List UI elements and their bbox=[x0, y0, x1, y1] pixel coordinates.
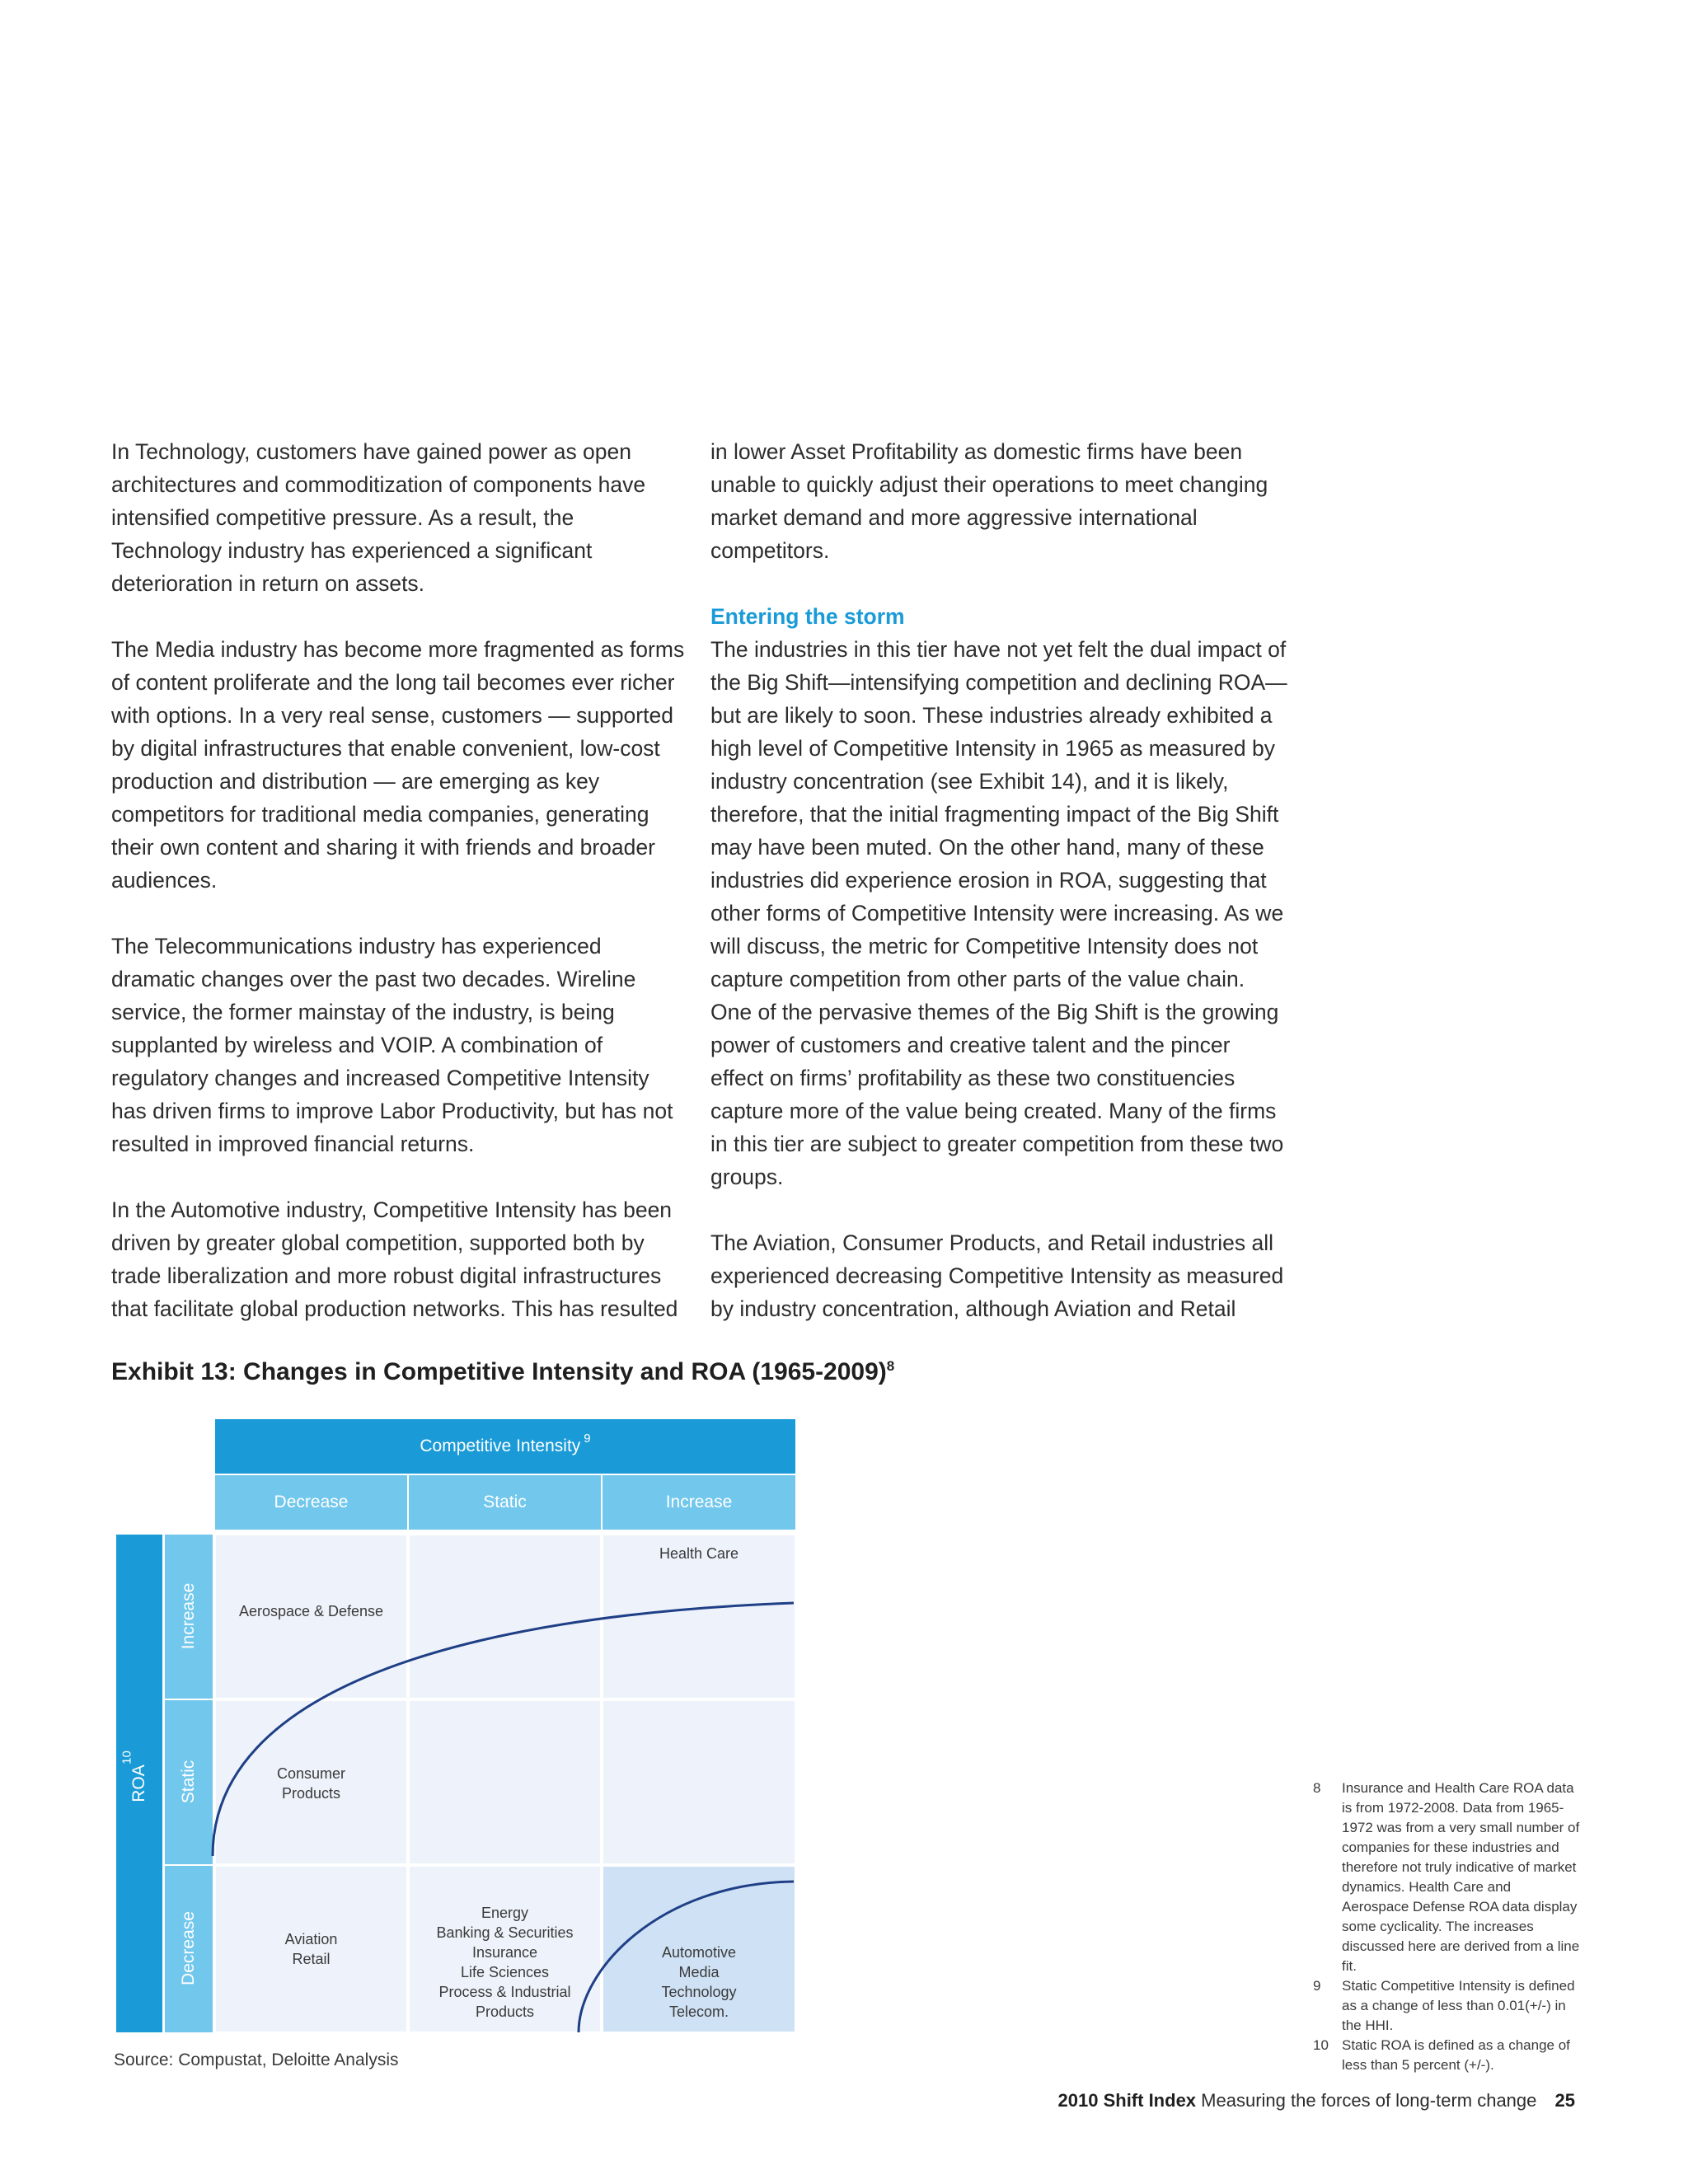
running-footer bbox=[1058, 2090, 1575, 2111]
cell-roa-increase-ci-decrease: Aerospace & Defense bbox=[215, 1535, 407, 1699]
column-label-static: Static bbox=[409, 1475, 601, 1530]
upper-tier-curve bbox=[213, 1603, 794, 1856]
paragraph: The Media industry has become more fragmented as forms of content proliferate and the long tail becomes ever richer with options. In a very real sense, customers — supported by digital infrastructures that enable convenient, low-cost production and distribution — are emerging as key competitors for traditional media companies, generating their own content and sharing it with friends and broader audiences. bbox=[111, 637, 685, 893]
cell-roa-decrease-ci-static: Energy Banking & Securities Insurance Life Sciences Process & Industrial Products bbox=[409, 1866, 601, 2032]
cell-roa-static-ci-decrease: Consumer Products bbox=[215, 1700, 407, 1864]
column-label-decrease: Decrease bbox=[215, 1475, 407, 1530]
column-axis-header: Competitive Intensity 9 bbox=[215, 1419, 795, 1474]
publication-title: 2010 Shift Index bbox=[1057, 2090, 1197, 2111]
row-label-increase: Increase bbox=[179, 1582, 198, 1650]
cell-roa-decrease-ci-decrease: Aviation Retail bbox=[215, 1866, 407, 2032]
page-number: 25 bbox=[1554, 2090, 1575, 2111]
row-label-decrease: Decrease bbox=[179, 1911, 198, 1985]
footnote-10: 10 Static ROA is defined as a change of less than 5 percent (+/-). bbox=[1313, 2037, 1570, 2073]
paragraph: The industries in this tier have not yet felt the dual impact of the Big Shift—intensifying competition and declining ROA—but are likely to soon. These industries already exhibited a high level of Competitive Intensity in 1965 as measured by industry concentration (see Exhibit 14), and it is likely, therefore, that the initial fragmenting impact of the Big Shift may have been muted. On the other hand, many of these industries did experience erosion in ROA, suggesting that other forms of Competitive Intensity were increasing. As we will discuss, the metric for Competitive Intensity does not capture competition from other parts of the value chain. One of the pervasive themes of the Big Shift is the growing power of customers and creative talent and the pincer effect on firms’ profitability as these two constituencies capture more of the value being created. Many of the firms in this tier are subject to greater competition from these two groups. bbox=[710, 637, 1287, 1189]
section-heading: Entering the storm bbox=[710, 604, 905, 629]
footnote-ref: 8 bbox=[886, 1358, 895, 1374]
footnote-9: 9 Static Competitive Intensity is defined as a change of less than 0.01(+/-) in the HHI. bbox=[1313, 1978, 1575, 2033]
paragraph: In Technology, customers have gained power as open architectures and commoditization of components have intensified competitive pressure. As a result, the Technology industry has experienced a significant deterioration in return on assets. bbox=[111, 439, 646, 596]
exhibit-title: Exhibit 13: Changes in Competitive Intensity and ROA (1965-2009)$^8$ bbox=[111, 1358, 895, 1385]
row-axis-sup: 10 bbox=[120, 1750, 134, 1765]
publication-tagline: Measuring the forces of long-term change bbox=[1201, 2090, 1537, 2111]
row-label-static: Static bbox=[179, 1760, 198, 1804]
paragraph: The Aviation, Consumer Products, and Retail industries all experienced decreasing Competitive Intensity as measured by industry concentration, although Aviation and Retail bbox=[710, 1230, 1284, 1321]
footnote-8: 8 Insurance and Health Care ROA data is from 1972-2008. Data from 1965-1972 was from a very small number of companies for these industries and therefore not truly indicative of market dynamics. Health Care and Aerospace Defense ROA data display some cyclicality. The increases discussed here are derived from a line fit. bbox=[1313, 1780, 1580, 1974]
cell-roa-decrease-ci-increase: Automotive Media Technology Telecom. bbox=[603, 1866, 795, 2032]
paragraph: In the Automotive industry, Competitive Intensity has been driven by greater global competition, supported both by trade liberalization and more robust digital infrastructures that facilitate global production networks. This has resulted bbox=[111, 1197, 678, 1321]
lower-tier-curve bbox=[579, 1882, 794, 2032]
column-label-increase: Increase bbox=[603, 1475, 795, 1530]
paragraph: The Telecommunications industry has experienced dramatic changes over the past two decades. Wireline service, the former mainstay of the industry, is being supplanted by wireless and VOIP. A combination of regulatory changes and increased Competitive Intensity has driven firms to improve Labor Productivity, but has not resulted in improved financial returns. bbox=[111, 934, 673, 1156]
row-axis-label: ROA bbox=[129, 1765, 148, 1802]
cell-roa-increase-ci-increase: Health Care bbox=[603, 1535, 795, 1699]
exhibit-source: Source: Compustat, Deloitte Analysis bbox=[114, 2050, 399, 2069]
paragraph: in lower Asset Profitability as domestic firms have been unable to quickly adjust their operations to meet changing market demand and more aggressive international competitors. bbox=[710, 439, 1268, 563]
